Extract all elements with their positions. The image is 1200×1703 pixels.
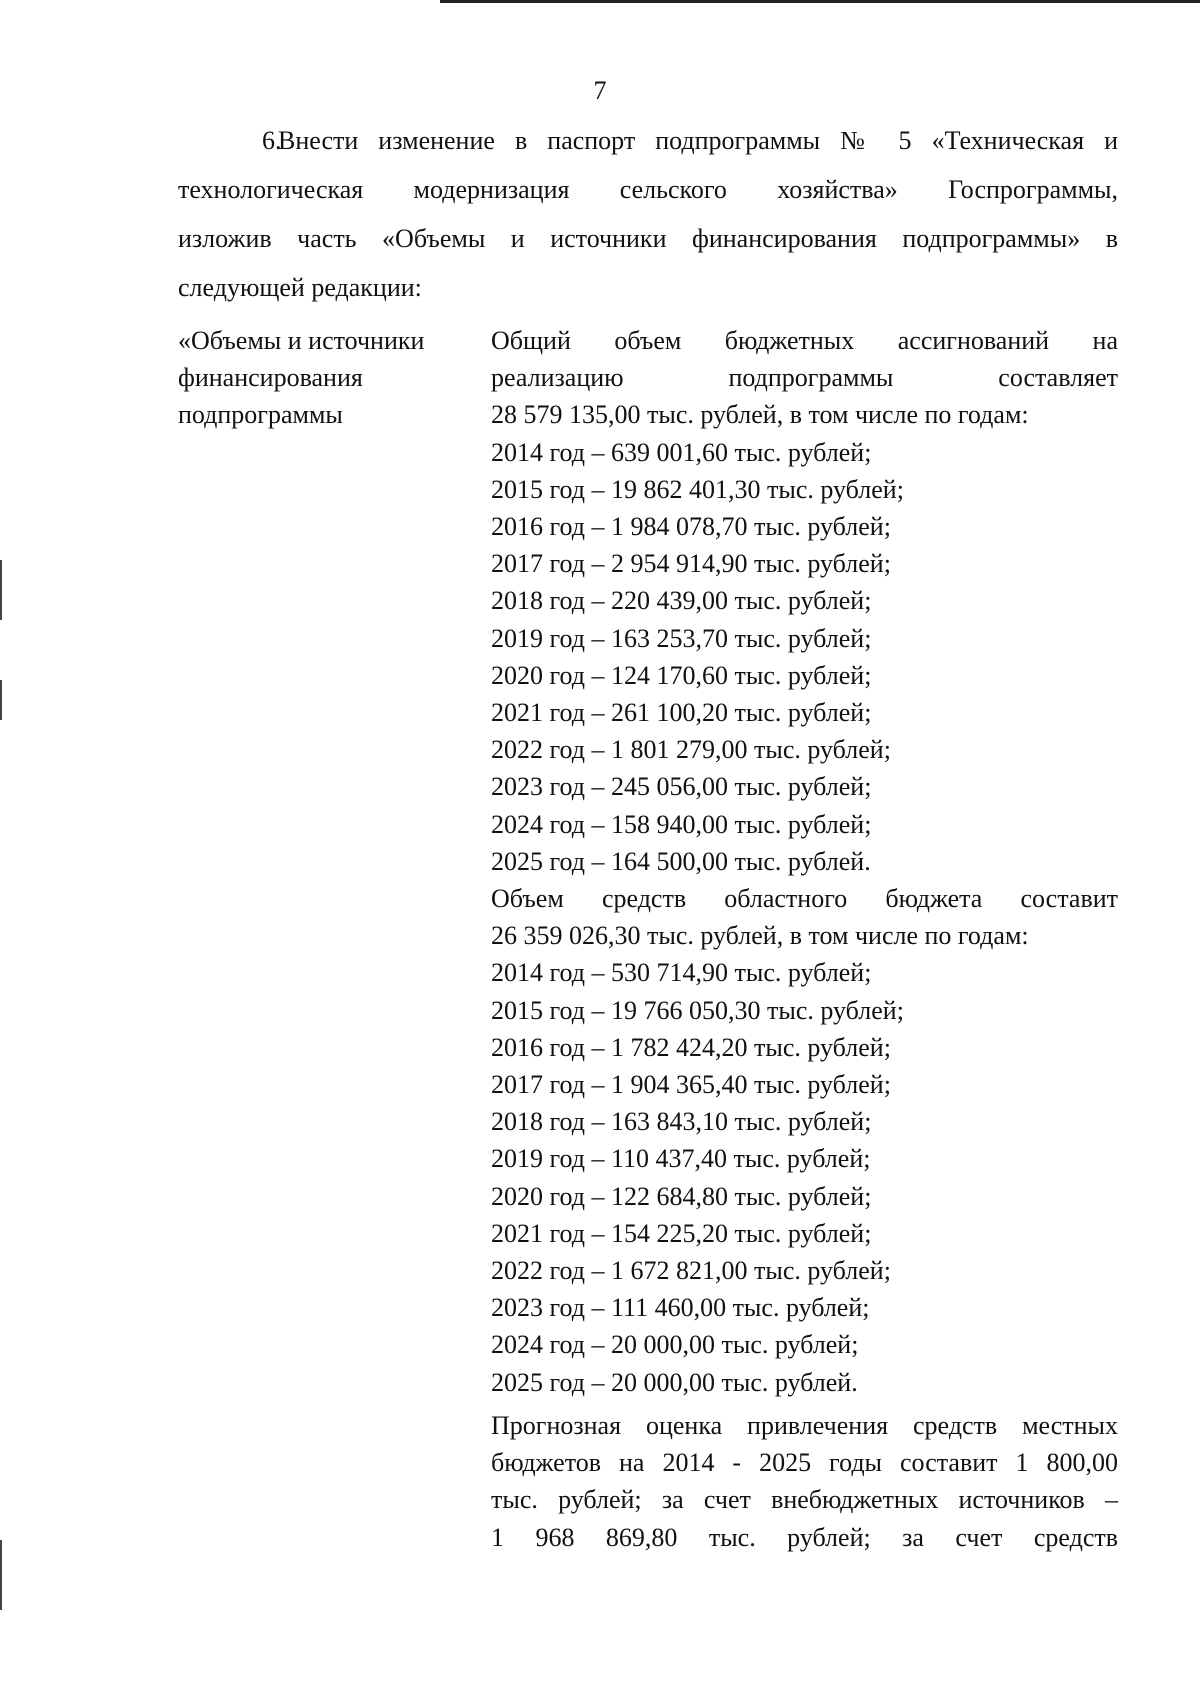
scan-edge-line	[440, 0, 1200, 3]
list-item: 2017 год – 1 904 365,40 тыс. рублей;	[491, 1070, 891, 1100]
list-item: 2018 год – 163 843,10 тыс. рублей;	[491, 1107, 872, 1137]
passport-label	[178, 322, 468, 434]
total-years-list	[491, 434, 1118, 880]
list-item: 2016 год – 1 782 424,20 тыс. рублей;	[491, 1032, 891, 1062]
intro-paragraph	[178, 116, 1118, 312]
list-item: 2017 год – 2 954 914,90 тыс. рублей;	[491, 549, 891, 579]
list-item: 2024 год – 20 000,00 тыс. рублей;	[491, 1330, 859, 1360]
passport-content	[491, 322, 1118, 1556]
list-item: 2021 год – 154 225,20 тыс. рублей;	[491, 1218, 872, 1248]
item-number: 6.	[262, 126, 282, 155]
intro-line: технологическая модернизация сельского хозяйства» Госпрограммы,	[178, 175, 1118, 204]
label-line: «Объемы и источники	[178, 326, 425, 355]
list-item: 2015 год – 19 766 050,30 тыс. рублей;	[491, 995, 904, 1025]
list-item: 2023 год – 111 460,00 тыс. рублей;	[491, 1293, 870, 1323]
intro-line: следующей редакции:	[178, 273, 422, 302]
label-line: финансирования	[178, 363, 363, 393]
list-item: 2015 год – 19 862 401,30 тыс. рублей;	[491, 474, 904, 504]
list-item: 2025 год – 20 000,00 тыс. рублей.	[491, 1367, 858, 1397]
total-line: 28 579 135,00 тыс. рублей, в том числе по годам:	[491, 400, 1029, 430]
label-line: подпрограммы	[178, 400, 343, 430]
intro-line: Внести изменение в паспорт подпрограммы № 5 «Техническая и	[278, 126, 1118, 155]
regional-years-list	[491, 954, 1118, 1400]
list-item: 2025 год – 164 500,00 тыс. рублей.	[491, 846, 871, 876]
total-line: реализацию подпрограммы составляет	[491, 363, 1118, 393]
list-item: 2019 год – 110 437,40 тыс. рублей;	[491, 1144, 871, 1174]
list-item: 2018 год – 220 439,00 тыс. рублей;	[491, 586, 872, 616]
scan-edge-mark	[0, 1540, 2, 1610]
list-item: 2022 год – 1 801 279,00 тыс. рублей;	[491, 735, 891, 765]
scan-edge-mark	[0, 560, 2, 620]
forecast-line: бюджетов на 2014 - 2025 годы составит 1 800,00	[491, 1448, 1118, 1478]
list-item: 2020 год – 122 684,80 тыс. рублей;	[491, 1181, 872, 1211]
list-item: 2016 год – 1 984 078,70 тыс. рублей;	[491, 512, 891, 542]
list-item: 2024 год – 158 940,00 тыс. рублей;	[491, 809, 872, 839]
list-item: 2014 год – 530 714,90 тыс. рублей;	[491, 958, 872, 988]
list-item: 2023 год – 245 056,00 тыс. рублей;	[491, 772, 872, 802]
total-line: Общий объем бюджетных ассигнований на	[491, 326, 1118, 355]
page-number: 7	[593, 76, 607, 105]
regional-line: 26 359 026,30 тыс. рублей, в том числе по годам:	[491, 921, 1029, 951]
forecast-line: тыс. рублей; за счет внебюджетных источников –	[491, 1485, 1118, 1515]
list-item: 2022 год – 1 672 821,00 тыс. рублей;	[491, 1256, 891, 1286]
regional-line: Объем средств областного бюджета составит	[491, 884, 1118, 914]
forecast-paragraph	[491, 1407, 1118, 1556]
list-item: 2020 год – 124 170,60 тыс. рублей;	[491, 660, 872, 690]
forecast-line: 1 968 869,80 тыс. рублей; за счет средств	[491, 1522, 1118, 1552]
list-item: 2021 год – 261 100,20 тыс. рублей;	[491, 698, 872, 728]
list-item: 2014 год – 639 001,60 тыс. рублей;	[491, 437, 872, 467]
intro-line: изложив часть «Объемы и источники финансирования подпрограммы» в	[178, 224, 1118, 253]
list-item: 2019 год – 163 253,70 тыс. рублей;	[491, 623, 872, 653]
scan-edge-mark	[0, 680, 2, 720]
forecast-line: Прогнозная оценка привлечения средств местных	[491, 1410, 1118, 1440]
